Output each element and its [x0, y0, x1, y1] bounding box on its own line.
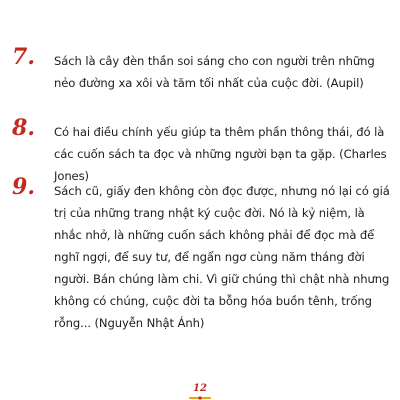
- quote-item-9: [12, 174, 392, 334]
- quote-number-7: 7.: [12, 44, 35, 70]
- quote-number-9: 9.: [12, 174, 35, 200]
- quote-item-7: [12, 44, 392, 94]
- page-number-label: 12: [193, 383, 207, 394]
- quote-text-7: Sách là cây đèn thần soi sáng cho con người trên những nẻo đường xa xôi và tăm tối nhất của cuộc đời. (Aupil): [54, 54, 375, 90]
- quote-text-9: Sách cũ, giấy đen không còn đọc được, nhưng nó lại có giá trị của những trang nhật ký cuộc đời. Nó là kỷ niệm, là nhắc nhở, là những cuốn sách không phải để đọc mà để nghĩ ngợi, để suy tư, để ngẩn ngơ cùng năm tháng đời người. Bán chúng làm chi. Vì giữ chúng thì chật nhà nhưng không có chúng, cuộc đời ta bỗng hóa buồn tênh, trống rỗng... (Nguyễn Nhật Ánh): [54, 184, 390, 330]
- quote-text-8: Có hai điều chính yếu giúp ta thêm phần thông thái, đó là các cuốn sách ta đọc và những người bạn ta gặp. (Charles Jones): [54, 125, 387, 183]
- page-number-ornament-icon: [189, 396, 211, 400]
- quote-number-8: 8.: [12, 115, 35, 141]
- page-number: [0, 376, 400, 400]
- quote-item-8: [12, 115, 392, 187]
